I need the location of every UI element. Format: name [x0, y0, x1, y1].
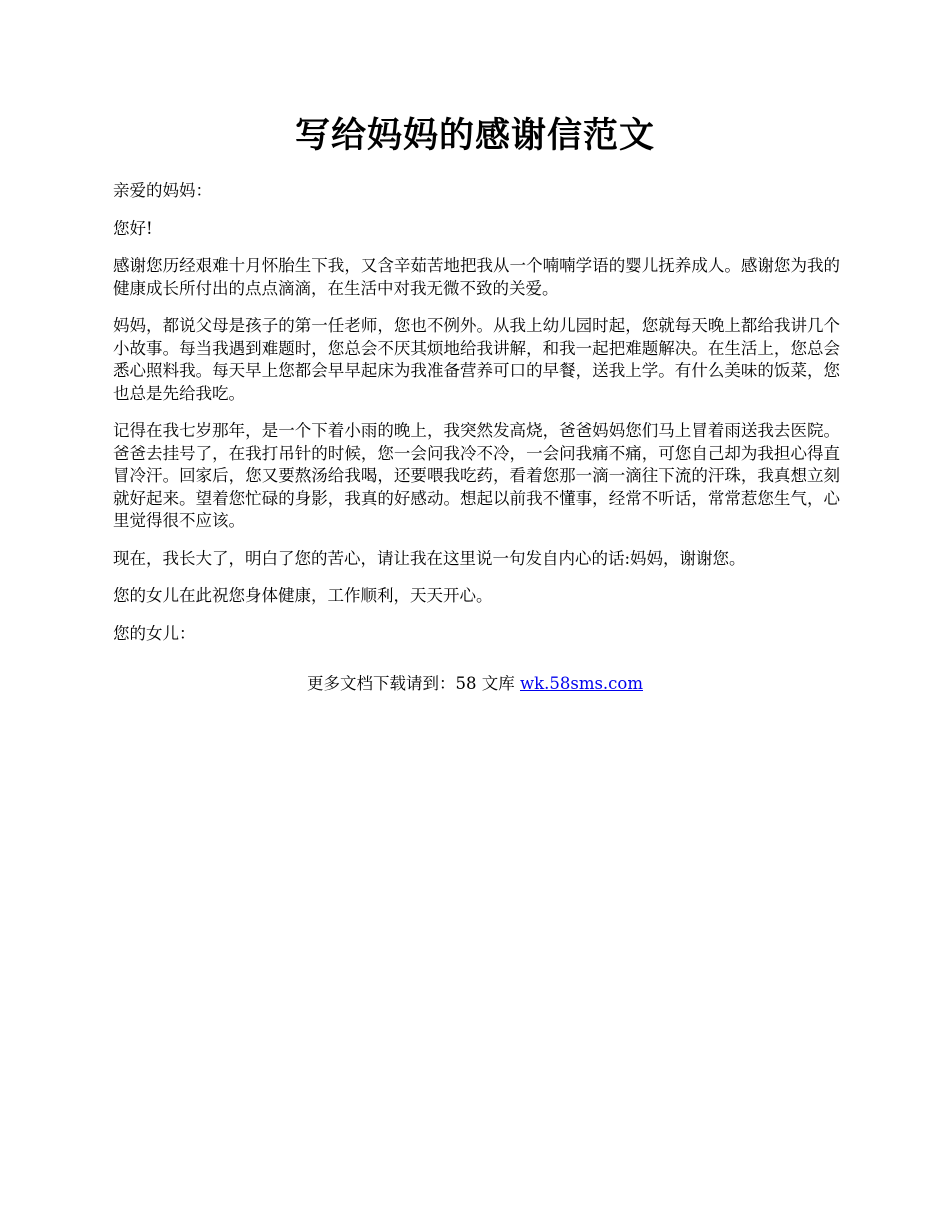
- paragraph-2: 妈妈，都说父母是孩子的第一任老师，您也不例外。从我上幼儿园时起，您就每天晚上都给我讲几个小故事。每当我遇到难题时，您总会不厌其烦地给我讲解，和我一起把难题解决。在生活上，您总会悉心照料我。每天早上您都会早早起床为我准备营养可口的早餐，送我上学。有什么美味的饭菜，您也总是先给我吃。: [113, 316, 840, 403]
- download-footer: [0, 672, 950, 696]
- document-title: 写给妈妈的感谢信范文: [294, 115, 655, 156]
- greeting: 您好!: [113, 218, 153, 238]
- paragraph-1: 感谢您历经艰难十月怀胎生下我，又含辛茹苦地把我从一个喃喃学语的婴儿抚养成人。感谢您为我的健康成长所付出的点点滴滴，在生活中对我无微不致的关爱。: [113, 256, 840, 298]
- footer-text: 更多文档下载请到：58 文库: [306, 674, 520, 693]
- paragraph-3: 记得在我七岁那年，是一个下着小雨的晚上，我突然发高烧，爸爸妈妈您们马上冒着雨送我去医院。爸爸去挂号了，在我打吊针的时候，您一会问我冷不冷，一会问我痛不痛，可您自己却为我担心得直冒冷汗。回家后，您又要熬汤给我喝，还要喂我吃药，看着您那一滴一滴往下流的汗珠，我真想立刻就好起来。望着您忙碌的身影，我真的好感动。想起以前我不懂事，经常不听话，常常惹您生气，心里觉得很不应该。: [113, 421, 840, 530]
- letter-body: [113, 180, 840, 660]
- footer-link[interactable]: wk.58sms.com: [519, 674, 643, 693]
- paragraph-5: 您的女儿在此祝您身体健康，工作顺利，天天开心。: [113, 586, 493, 605]
- paragraph-4: 现在，我长大了，明白了您的苦心，请让我在这里说一句发自内心的话:妈妈，谢谢您。: [113, 548, 746, 568]
- salutation: 亲爱的妈妈：: [113, 181, 212, 200]
- closing: 您的女儿：: [113, 623, 196, 643]
